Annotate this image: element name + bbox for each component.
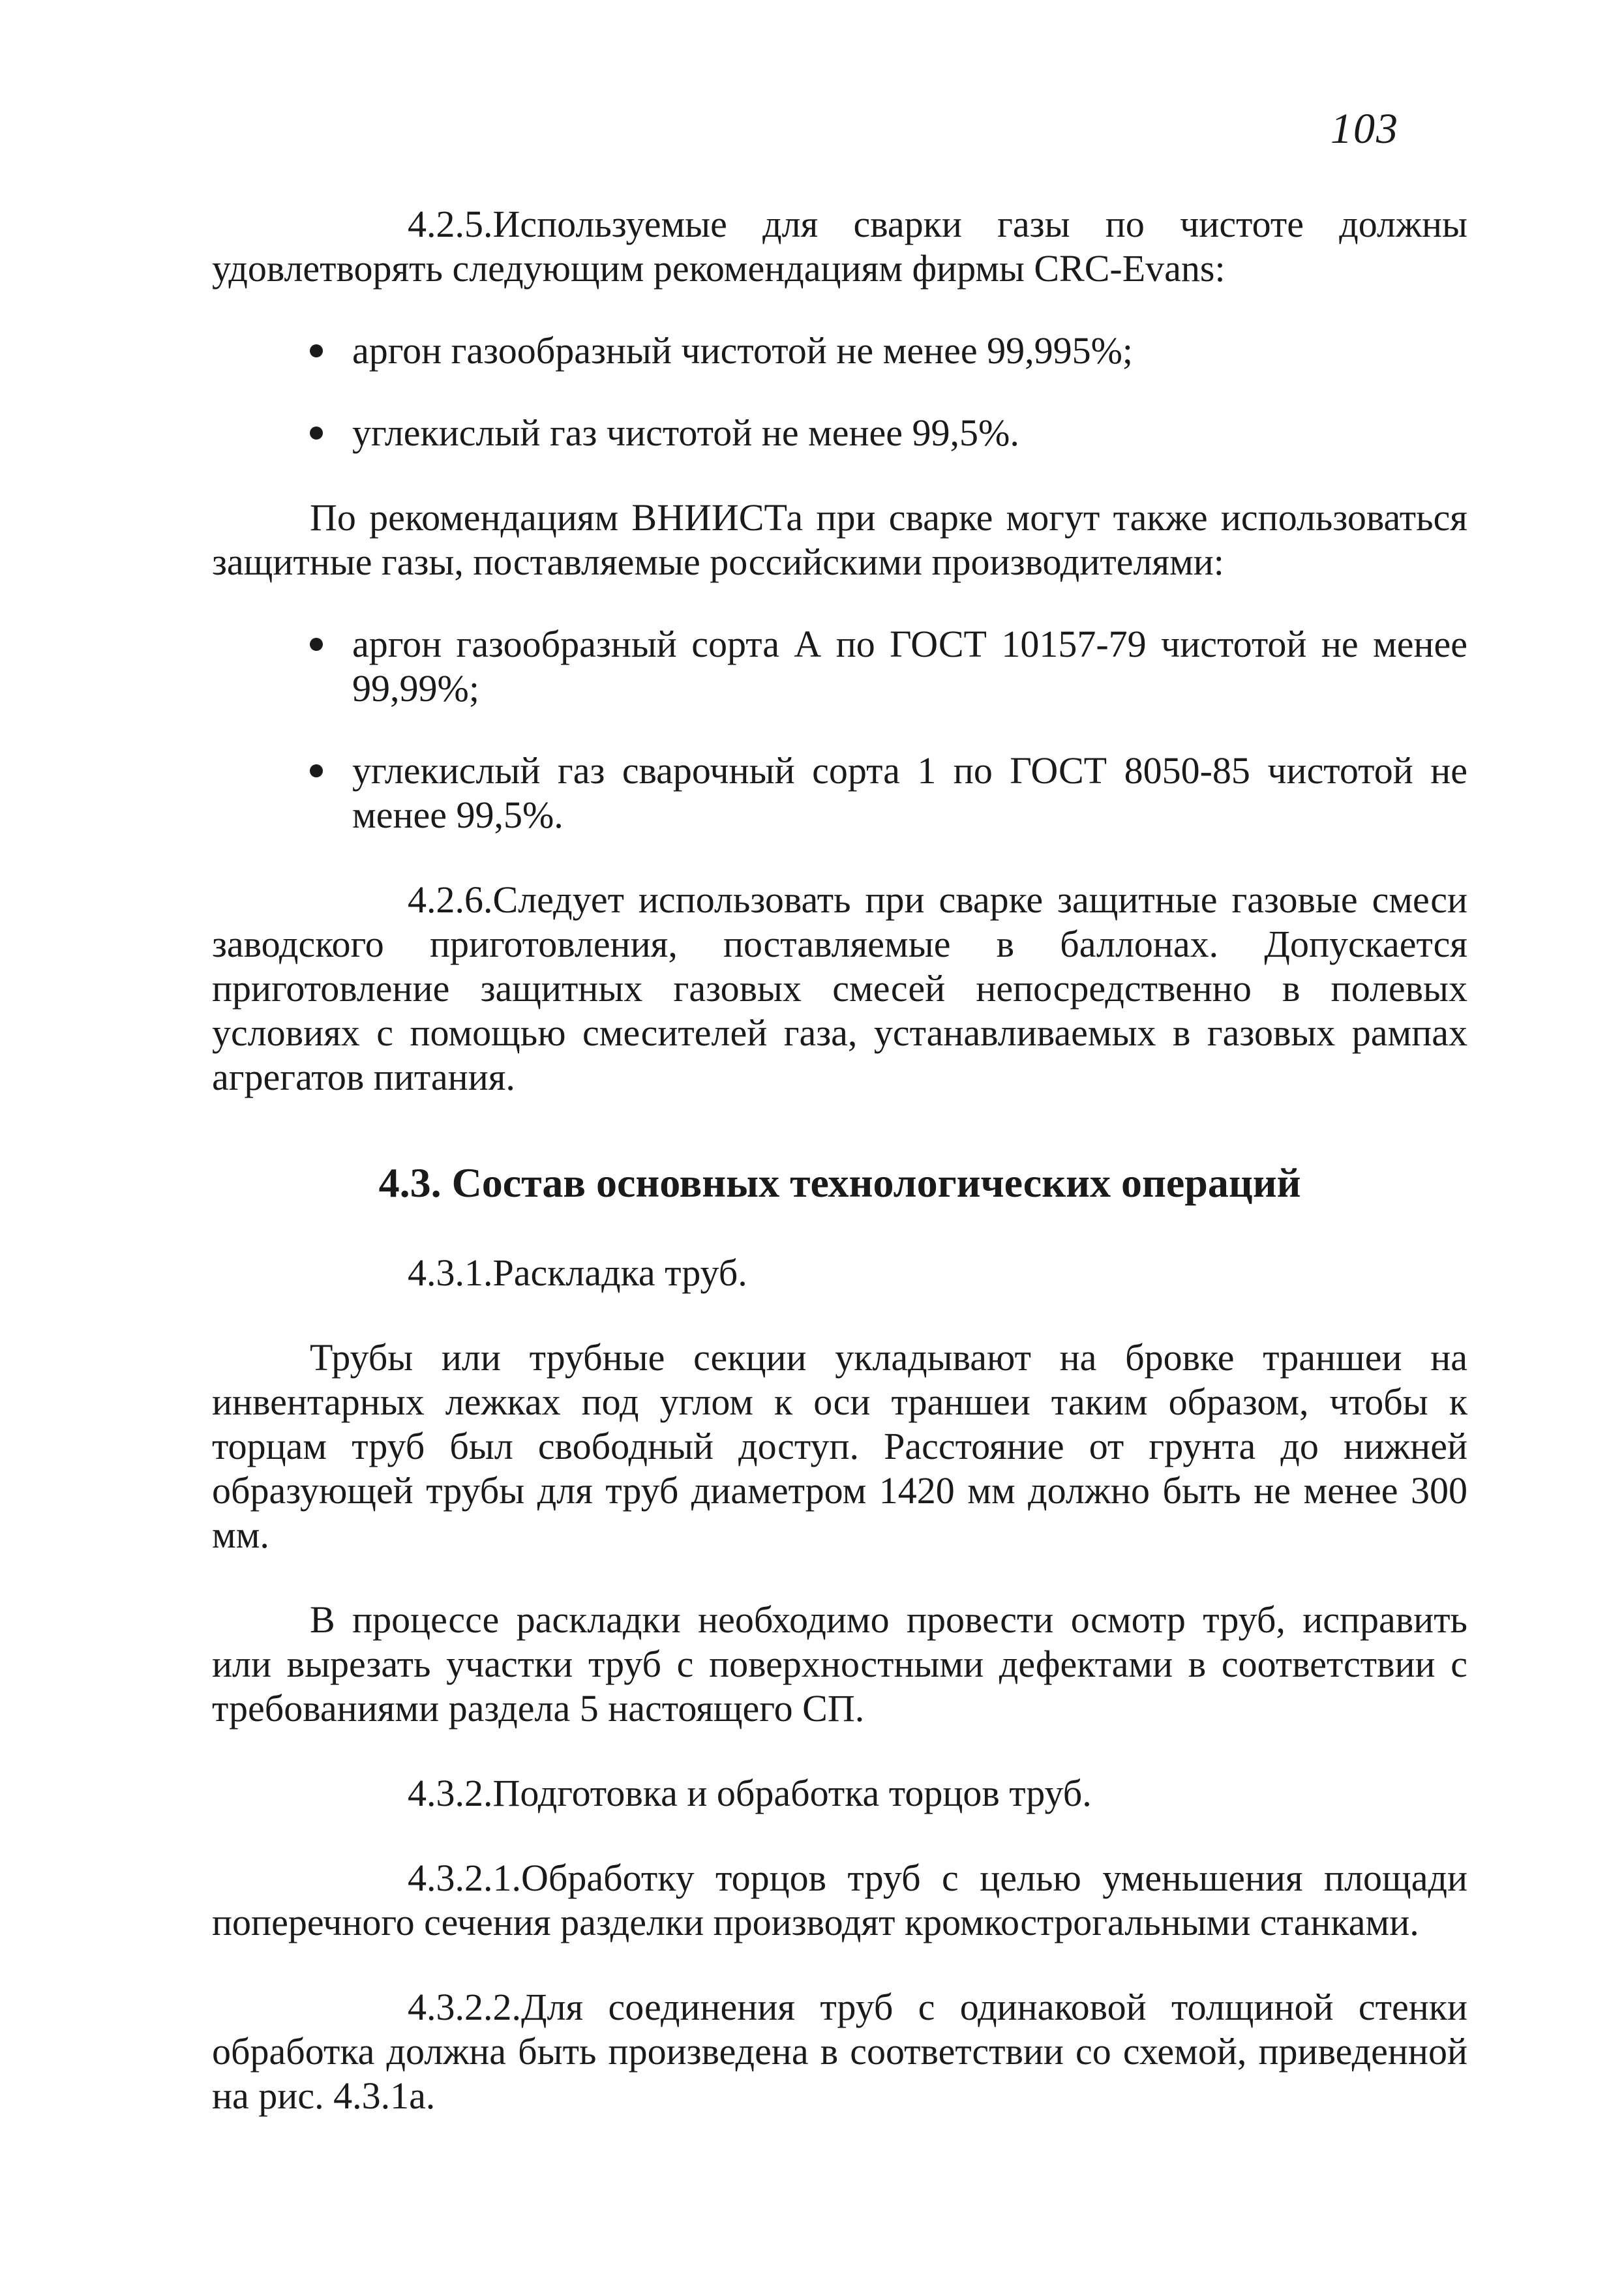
paragraph-4-3-1 bbox=[212, 1251, 1467, 1295]
paragraph-4-3-2 bbox=[212, 1771, 1467, 1816]
clause-text: Раскладка труб. bbox=[492, 1251, 747, 1294]
bullet-list-crc-evans bbox=[212, 329, 1467, 373]
list-item-text: углекислый газ чистотой не менее 99,5%. bbox=[352, 412, 1019, 454]
bullet-icon bbox=[310, 427, 323, 440]
bullet-list-vniist bbox=[212, 622, 1467, 711]
clause-text: Используемые для сварки газы по чистоте должны удовлетворять следующим рекомендациям фирмы CRC-Evans: bbox=[212, 203, 1467, 290]
clause-number: 4.3.2.1. bbox=[408, 1857, 521, 1899]
paragraph-vniist: По рекомендациям ВНИИСТа при сварке могут также использоваться защитные газы, поставляемые российскими производителями: bbox=[212, 496, 1467, 583]
clause-text: Для соединения труб с одинаковой толщиной стенки обработка должна быть произведена в соответствии со схемой, приведенной на рис. 4.3.1а. bbox=[212, 1986, 1467, 2117]
clause-number: 4.2.5. bbox=[408, 203, 493, 245]
bullet-icon bbox=[310, 638, 323, 651]
list-item-text: углекислый газ сварочный сорта 1 по ГОСТ 8050-85 чистотой не менее 99,5%. bbox=[352, 749, 1467, 836]
clause-text: Подготовка и обработка торцов труб. bbox=[492, 1772, 1092, 1814]
list-item bbox=[310, 749, 1467, 837]
list-item-text: аргон газообразный чистотой не менее 99,995%; bbox=[352, 329, 1134, 372]
clause-text: Следует использовать при сварке защитные газовые смеси заводского приготовления, поставляемые в баллонах. Допускается приготовление защитных газовых смесей непосредственно в полевых условиях с помощью смесителей газа, устанавливаемых в газовых рампах агрегатов питания. bbox=[212, 878, 1467, 1098]
clause-number: 4.2.6. bbox=[408, 878, 493, 921]
clause-number: 4.3.1. bbox=[408, 1251, 493, 1294]
list-item bbox=[310, 622, 1467, 711]
clause-number: 4.3.2. bbox=[408, 1772, 493, 1814]
page-number: 103 bbox=[1331, 105, 1399, 153]
paragraph-pipe-layout: Трубы или трубные секции укладывают на бровке траншеи на инвентарных лежках под углом к оси траншеи таким образом, чтобы к торцам труб был свободный доступ. Расстояние от грунта до нижней образующей трубы для труб диаметром 1420 мм должно быть не менее 300 мм. bbox=[212, 1336, 1467, 1556]
paragraph-4-2-6 bbox=[212, 878, 1467, 1100]
paragraph-4-3-2-1 bbox=[212, 1856, 1467, 1945]
clause-number: 4.3.2.2. bbox=[408, 1986, 521, 2028]
bullet-icon bbox=[310, 764, 323, 777]
list-item bbox=[310, 329, 1467, 373]
paragraph-4-2-5 bbox=[212, 202, 1467, 291]
paragraph-4-3-2-2 bbox=[212, 1985, 1467, 2118]
bullet-icon bbox=[310, 344, 323, 357]
section-heading-4-3: 4.3. Состав основных технологических операций bbox=[378, 1160, 1301, 1206]
bullet-list-crc-evans-2 bbox=[212, 411, 1467, 455]
bullet-list-vniist-2 bbox=[212, 749, 1467, 837]
list-item bbox=[310, 411, 1467, 455]
list-item-text: аргон газообразный сорта А по ГОСТ 10157-79 чистотой не менее 99,99%; bbox=[352, 623, 1467, 710]
paragraph-pipe-inspection: В процессе раскладки необходимо провести осмотр труб, исправить или вырезать участки труб с поверхностными дефектами в соответствии с требованиями раздела 5 настоящего СП. bbox=[212, 1598, 1467, 1729]
clause-text: Обработку торцов труб с целью уменьшения площади поперечного сечения разделки производят кромкострогальными станками. bbox=[212, 1857, 1467, 1943]
page-content bbox=[212, 202, 1467, 2118]
